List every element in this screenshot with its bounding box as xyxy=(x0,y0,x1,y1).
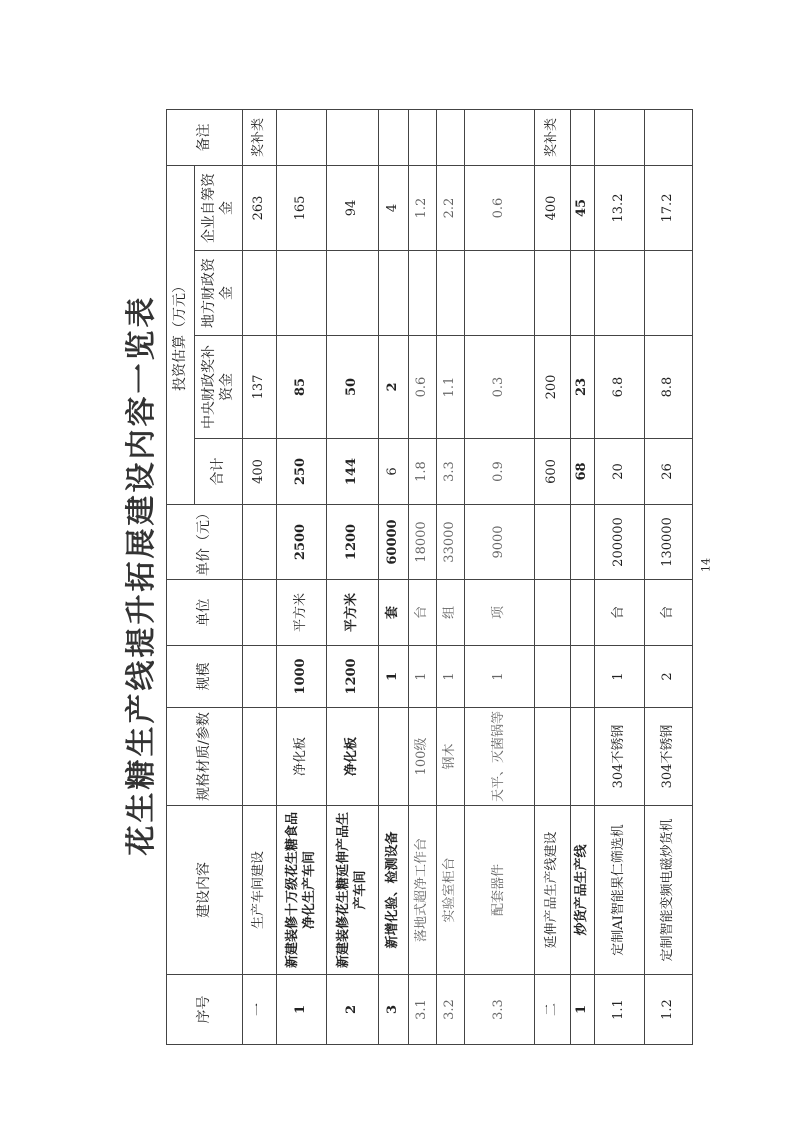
cell-spec: 钢木 xyxy=(437,708,465,806)
cell-local xyxy=(571,251,595,336)
cell-seq: 3 xyxy=(379,975,409,1045)
table-row xyxy=(437,110,465,1045)
cell-total: 144 xyxy=(327,439,379,505)
cell-unit: 台 xyxy=(645,580,693,646)
cell-unit: 台 xyxy=(595,580,645,646)
cell-remark xyxy=(379,110,409,166)
header-remark: 备注 xyxy=(167,110,243,166)
table-row xyxy=(571,110,595,1045)
cell-remark xyxy=(327,110,379,166)
cell-total: 0.9 xyxy=(465,439,535,505)
cell-scale: 1200 xyxy=(327,646,379,708)
cell-price: 200000 xyxy=(595,505,645,580)
cell-scale: 1 xyxy=(409,646,437,708)
cell-remark: 奖补类 xyxy=(243,110,277,166)
cell-content: 定制AI智能果仁筛选机 xyxy=(595,806,645,975)
table-row xyxy=(465,110,535,1045)
cell-unit xyxy=(243,580,277,646)
cell-total: 1.8 xyxy=(409,439,437,505)
cell-self: 17.2 xyxy=(645,166,693,251)
cell-spec xyxy=(571,708,595,806)
cell-unit: 台 xyxy=(409,580,437,646)
cell-central: 137 xyxy=(243,336,277,439)
cell-scale xyxy=(243,646,277,708)
cell-scale: 1 xyxy=(379,646,409,708)
table-row xyxy=(277,110,327,1045)
cell-remark: 奖补类 xyxy=(535,110,571,166)
cell-central: 50 xyxy=(327,336,379,439)
cell-remark xyxy=(409,110,437,166)
cell-self: 263 xyxy=(243,166,277,251)
cell-price xyxy=(571,505,595,580)
cell-self: 4 xyxy=(379,166,409,251)
header-local: 地方财政资金 xyxy=(195,251,243,336)
cell-remark xyxy=(465,110,535,166)
cell-content: 定制智能变频电磁炒货机 xyxy=(645,806,693,975)
cell-self: 1.2 xyxy=(409,166,437,251)
table-row xyxy=(595,110,645,1045)
cell-unit xyxy=(571,580,595,646)
cell-local xyxy=(595,251,645,336)
cell-scale: 1 xyxy=(595,646,645,708)
header-price: 单价（元） xyxy=(167,505,243,580)
cell-price: 60000 xyxy=(379,505,409,580)
header-spec: 规格材质/参数 xyxy=(167,708,243,806)
cell-content: 新建装修花生糖延伸产品生产车间 xyxy=(327,806,379,975)
table-row xyxy=(409,110,437,1045)
page-number: 14 xyxy=(699,558,713,572)
cell-total: 6 xyxy=(379,439,409,505)
cell-scale: 1000 xyxy=(277,646,327,708)
cell-price: 9000 xyxy=(465,505,535,580)
table-row xyxy=(645,110,693,1045)
cell-remark xyxy=(277,110,327,166)
cell-local xyxy=(409,251,437,336)
cell-scale xyxy=(535,646,571,708)
header-self: 企业自筹资金 xyxy=(195,166,243,251)
cell-content: 生产车间建设 xyxy=(243,806,277,975)
cell-unit: 平方米 xyxy=(327,580,379,646)
table-frame xyxy=(166,110,676,1045)
cell-self: 45 xyxy=(571,166,595,251)
cell-scale: 1 xyxy=(465,646,535,708)
construction-content-table xyxy=(166,109,693,1045)
cell-price: 33000 xyxy=(437,505,465,580)
cell-price: 18000 xyxy=(409,505,437,580)
cell-local xyxy=(437,251,465,336)
cell-seq: 一 xyxy=(243,975,277,1045)
cell-self: 94 xyxy=(327,166,379,251)
cell-content: 实验室柜台 xyxy=(437,806,465,975)
cell-unit xyxy=(535,580,571,646)
document-title: 花生糖生产线提升拓展建设内容一览表 xyxy=(124,294,159,856)
cell-central: 85 xyxy=(277,336,327,439)
cell-local xyxy=(465,251,535,336)
cell-spec: 304不锈钢 xyxy=(595,708,645,806)
cell-self: 13.2 xyxy=(595,166,645,251)
cell-local xyxy=(277,251,327,336)
cell-price xyxy=(243,505,277,580)
cell-seq: 3.1 xyxy=(409,975,437,1045)
cell-remark xyxy=(595,110,645,166)
cell-total: 3.3 xyxy=(437,439,465,505)
table-row xyxy=(243,110,277,1045)
cell-content: 新增化验、检测设备 xyxy=(379,806,409,975)
cell-spec xyxy=(243,708,277,806)
cell-central: 200 xyxy=(535,336,571,439)
cell-spec xyxy=(535,708,571,806)
cell-spec: 净化板 xyxy=(277,708,327,806)
cell-seq: 3.2 xyxy=(437,975,465,1045)
cell-seq: 二 xyxy=(535,975,571,1045)
header-content: 建设内容 xyxy=(167,806,243,975)
cell-total: 250 xyxy=(277,439,327,505)
cell-price: 2500 xyxy=(277,505,327,580)
rotated-table-wrapper xyxy=(166,110,676,1045)
cell-central: 6.8 xyxy=(595,336,645,439)
cell-unit: 项 xyxy=(465,580,535,646)
header-unit: 单位 xyxy=(167,580,243,646)
cell-central: 0.6 xyxy=(409,336,437,439)
cell-price: 130000 xyxy=(645,505,693,580)
cell-scale: 2 xyxy=(645,646,693,708)
cell-unit: 平方米 xyxy=(277,580,327,646)
cell-local xyxy=(243,251,277,336)
cell-price xyxy=(535,505,571,580)
header-invest: 投资估算（万元） xyxy=(167,166,195,505)
cell-self: 0.6 xyxy=(465,166,535,251)
cell-unit: 组 xyxy=(437,580,465,646)
cell-unit: 套 xyxy=(379,580,409,646)
cell-spec: 天平、灭菌锅等 xyxy=(465,708,535,806)
table-row xyxy=(535,110,571,1045)
cell-self: 2.2 xyxy=(437,166,465,251)
table-row xyxy=(327,110,379,1045)
cell-content: 延伸产品生产线建设 xyxy=(535,806,571,975)
cell-scale xyxy=(571,646,595,708)
cell-total: 26 xyxy=(645,439,693,505)
cell-seq: 3.3 xyxy=(465,975,535,1045)
cell-central: 0.3 xyxy=(465,336,535,439)
header-total: 合计 xyxy=(195,439,243,505)
cell-local xyxy=(645,251,693,336)
cell-central: 8.8 xyxy=(645,336,693,439)
cell-content: 落地式超净工作台 xyxy=(409,806,437,975)
header-central: 中央财政奖补资金 xyxy=(195,336,243,439)
cell-total: 68 xyxy=(571,439,595,505)
cell-remark xyxy=(437,110,465,166)
cell-central: 23 xyxy=(571,336,595,439)
header-seq: 序号 xyxy=(167,975,243,1045)
cell-content: 新建装修十万级花生糖食品净化生产车间 xyxy=(277,806,327,975)
cell-seq: 2 xyxy=(327,975,379,1045)
cell-content: 配套器件 xyxy=(465,806,535,975)
cell-price: 1200 xyxy=(327,505,379,580)
cell-self: 400 xyxy=(535,166,571,251)
cell-scale: 1 xyxy=(437,646,465,708)
cell-seq: 1.1 xyxy=(595,975,645,1045)
cell-total: 20 xyxy=(595,439,645,505)
cell-content: 炒货产品生产线 xyxy=(571,806,595,975)
cell-seq: 1 xyxy=(571,975,595,1045)
cell-spec: 100级 xyxy=(409,708,437,806)
cell-self: 165 xyxy=(277,166,327,251)
cell-local xyxy=(327,251,379,336)
cell-remark xyxy=(645,110,693,166)
cell-spec xyxy=(379,708,409,806)
header-scale: 规模 xyxy=(167,646,243,708)
cell-central: 1.1 xyxy=(437,336,465,439)
cell-local xyxy=(535,251,571,336)
cell-spec: 304不锈钢 xyxy=(645,708,693,806)
cell-total: 400 xyxy=(243,439,277,505)
cell-seq: 1 xyxy=(277,975,327,1045)
cell-remark xyxy=(571,110,595,166)
cell-central: 2 xyxy=(379,336,409,439)
cell-total: 600 xyxy=(535,439,571,505)
cell-spec: 净化板 xyxy=(327,708,379,806)
cell-seq: 1.2 xyxy=(645,975,693,1045)
cell-local xyxy=(379,251,409,336)
table-row xyxy=(379,110,409,1045)
